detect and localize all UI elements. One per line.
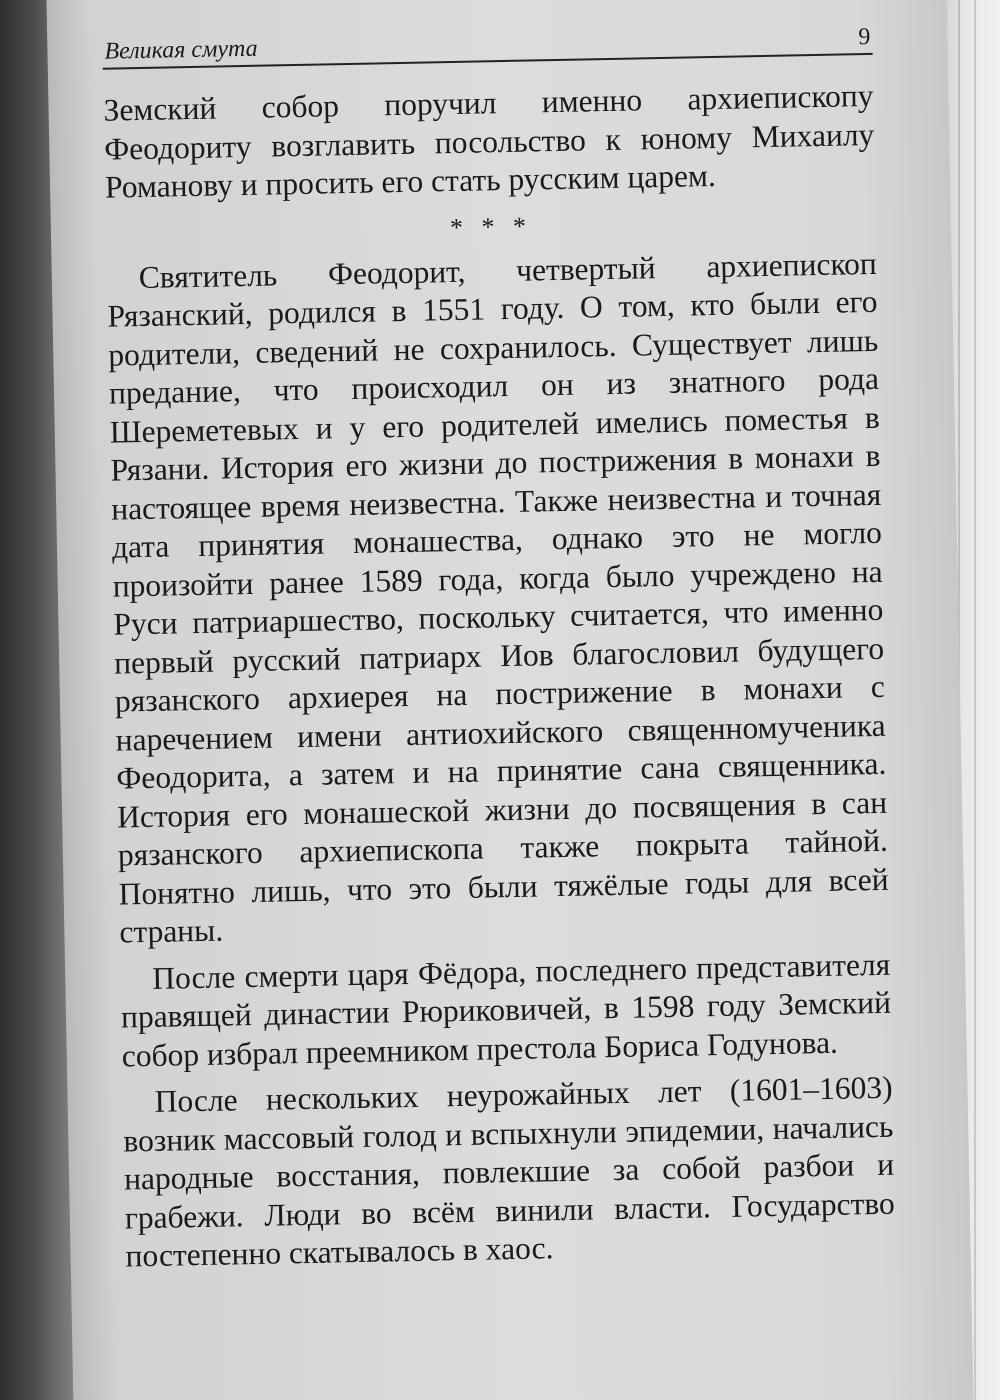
paragraph-4: После нескольких неурожайных лет (1601–1603) возник массовый голод и вспыхнули эпидемии, начались народные восстания, повлекшие за собой разбои и грабежи. Люди во всём винили власти. Государство постепенно скатывалось в хаос. [123,1069,896,1274]
running-header [102,13,873,70]
book-page [46,0,973,1400]
running-title: Великая смута [104,35,258,65]
paragraph-3: После смерти царя Фёдора, последнего представителя правящей династии Рюриковичей, в 1598 году Земский собор избрал преемником престола Бориса Годунова. [120,946,892,1074]
paragraph-1: Земский собор поручил именно архиепископу Феодориту возглавить посольство к юному Михаилу Романову и просить его стать русским царем. [103,77,875,205]
paragraph-2: Святитель Феодорит, четвертый архиепископ Рязанский, родился в 1551 году. О том, кто были его родители, сведений не сохранилось. Существует лишь предание, что происходил он из знатного рода Шереметевых и у его родителей имелись поместья в Рязани. История его жизни до пострижения в монахи в настоящее время неизвестна. Также неизвестна и точная дата принятия монашества, однако это не могло произойти ранее 1589 года, когда было учреждено на Руси патриаршество, поскольку считается, что именно первый русский патриарх Иов благословил будущего рязанского архиерея на пострижение в монахи с наречением имени антиохийского священномученика Феодорита, а затем и на принятие сана священника. История его монашеской жизни до посвящения в сан рязанского архиепископа также покрыта тайной. Понятно лишь, что это были тяжёлые годы для всей страны. [107,245,889,950]
page-number: 9 [858,23,871,51]
page-content [102,13,896,1276]
section-separator: * * * [449,210,533,242]
